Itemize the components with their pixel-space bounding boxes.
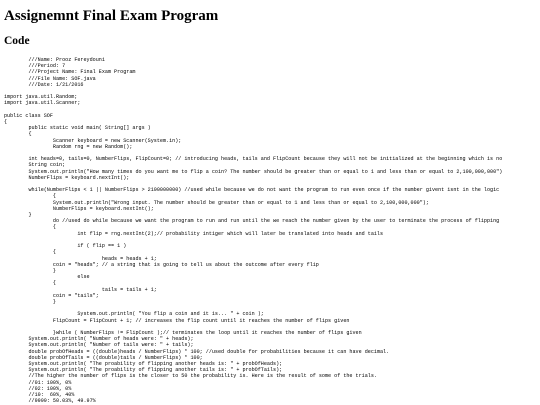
code-listing: ///Name: Prooz Fereydouni ///Period: 7 ///Project Name: Final Exam Program ///File Name: SOF.java ///Date: 1/21/2016 import java.util.Random; import java.util.Scanner; public class SOF { public static void main( String[] args ) { Scanner keyboard = new Scanner(System.in); Random rng = new Random(); int heads=0, tails=0, NumberFlips, FlipCount=0; // introducing heads, tails and FlipCount because they will not be initialized at the beginning which is no String coin; System.out.println("How many times do you want me to flip a coin? The number should be greater than or equal to 1 and less than or equal to 2,100,000,000") NumberFlips = keyboard.nextInt(); while(NumberFlips < 1 || NumberFlips > 2100000000) //used while because we do not want the program to run even once if the number givent isnt in the logic { System.out.println("Wrong input. The number should be greater than or equal to 1 and less than or equal to 2,100,000,000"); NumberFlips = keyboard.nextInt(); } do //used do while because we want the program to run and run until the we reach the number given by the user to terminate the process of flipping { int flip = rng.nextInt(2);// probability intiger which will later be translated into heads and tails if ( flip == 1 ) { heads = heads + 1; coin = "heads"; // a string that is going to tell us about the outcome after every flip } else { tails = tails + 1; coin = "tails"; } System.out.println( "You flip a coin and it is... " + coin ); FlipCount = FlipCount + 1; // increases the flip count until it reaches the number of flips given }while ( NumberFlips != FlipCount );// terminates the loop until it reaches the number of flips given System.out.println( "Number of heads were: " + heads); System.out.println( "Number of tails were: " + tails); double probOfHeads = ((double)heads / NumberFlips) * 100; //used double for probabilities because it can have decimal. double probOfTails = ((double)tails / NumberFlips) * 100; System.out.println( "The proability of flipping another heads is: " + probOfHeads); System.out.println( "The proability of flipping another tails is: " + probOfTails); //The higher the number of flips is the closer to 50 the probability is. Here is the result of some of the trials. //01: 100%, 0% //02: 100%, 0% //10: 60%, 40% //9999: 50.03%, 49.97%: [4, 57, 503, 405]
page-title: Assignemnt Final Exam Program: [4, 8, 219, 24]
code-section-heading: Code: [4, 35, 30, 47]
